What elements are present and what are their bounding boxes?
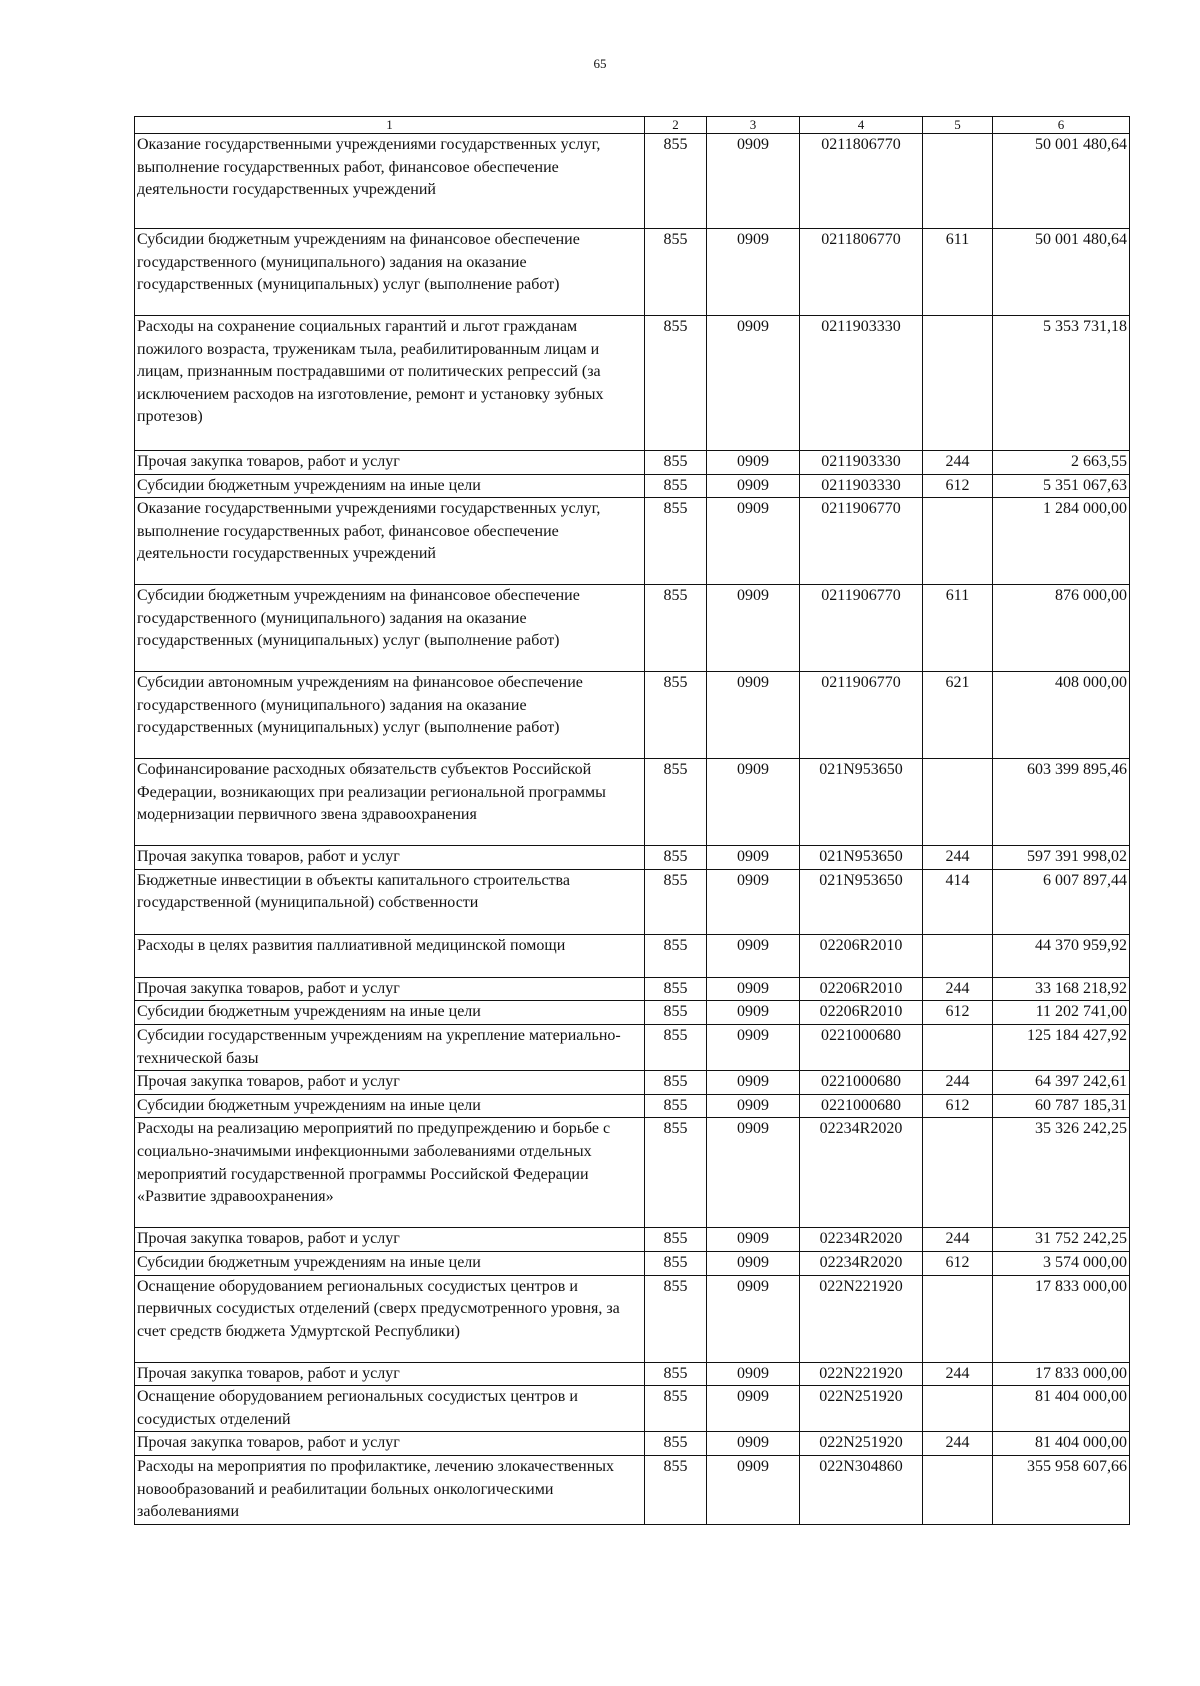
row-section-code: 0909 [707, 229, 800, 316]
row-expense-type: 621 [923, 672, 993, 759]
row-target-code: 0211906770 [800, 498, 923, 585]
table-row [135, 316, 1130, 451]
row-amount: 81 404 000,00 [993, 1386, 1130, 1432]
row-amount: 35 326 242,25 [993, 1118, 1130, 1228]
row-target-code: 0221000680 [800, 1094, 923, 1118]
row-amount: 81 404 000,00 [993, 1432, 1130, 1456]
row-target-code: 02206R2010 [800, 934, 923, 977]
row-expense-type [923, 1455, 993, 1524]
row-amount: 5 351 067,63 [993, 474, 1130, 498]
table-row [135, 474, 1130, 498]
row-name: Прочая закупка товаров, работ и услуг [135, 451, 645, 475]
row-admin-code: 855 [645, 672, 707, 759]
row-amount: 44 370 959,92 [993, 934, 1130, 977]
table-row [135, 869, 1130, 934]
row-admin-code: 855 [645, 451, 707, 475]
row-section-code: 0909 [707, 585, 800, 672]
row-expense-type: 611 [923, 585, 993, 672]
row-admin-code: 855 [645, 1001, 707, 1025]
row-name: Прочая закупка товаров, работ и услуг [135, 1071, 645, 1095]
table-row [135, 1071, 1130, 1095]
row-admin-code: 855 [645, 1386, 707, 1432]
table-row [135, 672, 1130, 759]
row-target-code: 0211906770 [800, 672, 923, 759]
row-section-code: 0909 [707, 498, 800, 585]
row-amount: 1 284 000,00 [993, 498, 1130, 585]
row-expense-type [923, 134, 993, 229]
row-target-code: 02206R2010 [800, 1001, 923, 1025]
row-expense-type: 611 [923, 229, 993, 316]
table-row [135, 498, 1130, 585]
row-name: Субсидии бюджетным учреждениям на иные цели [135, 1251, 645, 1275]
row-target-code: 02234R2020 [800, 1118, 923, 1228]
row-section-code: 0909 [707, 1094, 800, 1118]
row-section-code: 0909 [707, 1251, 800, 1275]
row-name: Субсидии автономным учреждениям на финансовое обеспечение государственного (муниципального) задания на оказание государственных (муниципальных) услуг (выполнение работ) [135, 672, 645, 759]
row-amount: 876 000,00 [993, 585, 1130, 672]
column-header: 5 [923, 117, 993, 134]
row-section-code: 0909 [707, 846, 800, 870]
row-expense-type: 244 [923, 1228, 993, 1252]
row-target-code: 022N251920 [800, 1432, 923, 1456]
row-expense-type: 612 [923, 1094, 993, 1118]
table-row [135, 1228, 1130, 1252]
row-admin-code: 855 [645, 869, 707, 934]
row-amount: 33 168 218,92 [993, 977, 1130, 1001]
table-row [135, 1362, 1130, 1386]
row-section-code: 0909 [707, 1071, 800, 1095]
row-expense-type [923, 1386, 993, 1432]
column-header: 6 [993, 117, 1130, 134]
row-admin-code: 855 [645, 316, 707, 451]
row-admin-code: 855 [645, 1432, 707, 1456]
row-section-code: 0909 [707, 1275, 800, 1362]
row-section-code: 0909 [707, 134, 800, 229]
row-target-code: 022N221920 [800, 1362, 923, 1386]
row-target-code: 02234R2020 [800, 1251, 923, 1275]
row-name: Оснащение оборудованием региональных сосудистых центров и сосудистых отделений [135, 1386, 645, 1432]
row-admin-code: 855 [645, 977, 707, 1001]
row-admin-code: 855 [645, 1094, 707, 1118]
row-amount: 3 574 000,00 [993, 1251, 1130, 1275]
row-admin-code: 855 [645, 1455, 707, 1524]
row-expense-type: 244 [923, 846, 993, 870]
row-amount: 597 391 998,02 [993, 846, 1130, 870]
row-amount: 60 787 185,31 [993, 1094, 1130, 1118]
row-target-code: 0211906770 [800, 585, 923, 672]
row-admin-code: 855 [645, 1071, 707, 1095]
row-admin-code: 855 [645, 1362, 707, 1386]
table-row [135, 1118, 1130, 1228]
row-expense-type: 244 [923, 977, 993, 1001]
row-name: Прочая закупка товаров, работ и услуг [135, 1362, 645, 1386]
row-admin-code: 855 [645, 846, 707, 870]
row-section-code: 0909 [707, 934, 800, 977]
row-section-code: 0909 [707, 451, 800, 475]
table-row [135, 1386, 1130, 1432]
row-amount: 5 353 731,18 [993, 316, 1130, 451]
row-section-code: 0909 [707, 1001, 800, 1025]
row-expense-type [923, 1275, 993, 1362]
table-row [135, 585, 1130, 672]
table-row [135, 1432, 1130, 1456]
row-admin-code: 855 [645, 134, 707, 229]
row-name: Расходы на мероприятия по профилактике, лечению злокачественных новообразований и реабилитации больных онкологическими заболеваниями [135, 1455, 645, 1524]
row-target-code: 0211806770 [800, 229, 923, 316]
row-name: Бюджетные инвестиции в объекты капитального строительства государственной (муниципальной) собственности [135, 869, 645, 934]
row-section-code: 0909 [707, 869, 800, 934]
row-expense-type [923, 316, 993, 451]
row-section-code: 0909 [707, 1455, 800, 1524]
row-amount: 64 397 242,61 [993, 1071, 1130, 1095]
row-amount: 11 202 741,00 [993, 1001, 1130, 1025]
row-section-code: 0909 [707, 1386, 800, 1432]
row-amount: 50 001 480,64 [993, 134, 1130, 229]
row-amount: 6 007 897,44 [993, 869, 1130, 934]
row-name: Софинансирование расходных обязательств субъектов Российской Федерации, возникающих при реализации региональной программы модернизации первичного звена здравоохранения [135, 759, 645, 846]
row-target-code: 021N953650 [800, 846, 923, 870]
row-target-code: 022N304860 [800, 1455, 923, 1524]
table-row [135, 229, 1130, 316]
row-expense-type: 244 [923, 451, 993, 475]
row-target-code: 0211903330 [800, 316, 923, 451]
row-expense-type [923, 1024, 993, 1070]
row-amount: 125 184 427,92 [993, 1024, 1130, 1070]
row-name: Прочая закупка товаров, работ и услуг [135, 1432, 645, 1456]
row-section-code: 0909 [707, 1024, 800, 1070]
row-name: Расходы на сохранение социальных гарантий и льгот гражданам пожилого возраста, труженикам тыла, реабилитированным лицам и лицам, признанным пострадавшими от политических репрессий (за исключением расходов на изготовление, ремонт и установку зубных протезов) [135, 316, 645, 451]
row-amount: 2 663,55 [993, 451, 1130, 475]
row-amount: 603 399 895,46 [993, 759, 1130, 846]
row-name: Прочая закупка товаров, работ и услуг [135, 846, 645, 870]
row-name: Оснащение оборудованием региональных сосудистых центров и первичных сосудистых отделений (сверх предусмотренного уровня, за счет средств бюджета Удмуртской Республики) [135, 1275, 645, 1362]
row-name: Субсидии бюджетным учреждениям на иные цели [135, 1001, 645, 1025]
row-name: Оказание государственными учреждениями государственных услуг, выполнение государственных работ, финансовое обеспечение деятельности государственных учреждений [135, 498, 645, 585]
row-target-code: 0221000680 [800, 1071, 923, 1095]
row-amount: 17 833 000,00 [993, 1362, 1130, 1386]
row-admin-code: 855 [645, 1228, 707, 1252]
row-admin-code: 855 [645, 1275, 707, 1362]
row-section-code: 0909 [707, 1228, 800, 1252]
row-amount: 355 958 607,66 [993, 1455, 1130, 1524]
row-name: Прочая закупка товаров, работ и услуг [135, 1228, 645, 1252]
table-row [135, 1094, 1130, 1118]
row-target-code: 021N953650 [800, 869, 923, 934]
row-section-code: 0909 [707, 977, 800, 1001]
table-row [135, 977, 1130, 1001]
row-expense-type [923, 934, 993, 977]
row-admin-code: 855 [645, 759, 707, 846]
row-admin-code: 855 [645, 934, 707, 977]
row-amount: 17 833 000,00 [993, 1275, 1130, 1362]
table-row [135, 934, 1130, 977]
row-name: Субсидии бюджетным учреждениям на финансовое обеспечение государственного (муниципального) задания на оказание государственных (муниципальных) услуг (выполнение работ) [135, 585, 645, 672]
row-expense-type [923, 1118, 993, 1228]
row-target-code: 0221000680 [800, 1024, 923, 1070]
row-expense-type [923, 759, 993, 846]
row-expense-type [923, 498, 993, 585]
row-target-code: 0211806770 [800, 134, 923, 229]
row-target-code: 021N953650 [800, 759, 923, 846]
row-target-code: 02206R2010 [800, 977, 923, 1001]
row-expense-type: 244 [923, 1362, 993, 1386]
column-header: 4 [800, 117, 923, 134]
row-amount: 408 000,00 [993, 672, 1130, 759]
table-row [135, 1001, 1130, 1025]
row-section-code: 0909 [707, 1432, 800, 1456]
row-expense-type: 244 [923, 1071, 993, 1095]
row-section-code: 0909 [707, 474, 800, 498]
table-row [135, 451, 1130, 475]
row-name: Прочая закупка товаров, работ и услуг [135, 977, 645, 1001]
table-row [135, 1251, 1130, 1275]
row-name: Субсидии бюджетным учреждениям на иные цели [135, 1094, 645, 1118]
row-expense-type: 612 [923, 474, 993, 498]
row-section-code: 0909 [707, 1118, 800, 1228]
row-target-code: 022N221920 [800, 1275, 923, 1362]
row-admin-code: 855 [645, 1251, 707, 1275]
row-section-code: 0909 [707, 759, 800, 846]
row-amount: 50 001 480,64 [993, 229, 1130, 316]
row-name: Субсидии бюджетным учреждениям на финансовое обеспечение государственного (муниципального) задания на оказание государственных (муниципальных) услуг (выполнение работ) [135, 229, 645, 316]
table-header-row [135, 117, 1130, 134]
row-target-code: 02234R2020 [800, 1228, 923, 1252]
row-admin-code: 855 [645, 498, 707, 585]
row-expense-type: 612 [923, 1251, 993, 1275]
table-row [135, 759, 1130, 846]
row-section-code: 0909 [707, 1362, 800, 1386]
column-header: 3 [707, 117, 800, 134]
row-section-code: 0909 [707, 672, 800, 759]
row-expense-type: 414 [923, 869, 993, 934]
row-admin-code: 855 [645, 229, 707, 316]
row-admin-code: 855 [645, 1024, 707, 1070]
column-header: 1 [135, 117, 645, 134]
row-target-code: 0211903330 [800, 451, 923, 475]
row-target-code: 0211903330 [800, 474, 923, 498]
row-name: Оказание государственными учреждениями государственных услуг, выполнение государственных работ, финансовое обеспечение деятельности государственных учреждений [135, 134, 645, 229]
row-target-code: 022N251920 [800, 1386, 923, 1432]
budget-table [134, 116, 1130, 1525]
row-admin-code: 855 [645, 585, 707, 672]
table-row [135, 134, 1130, 229]
row-admin-code: 855 [645, 1118, 707, 1228]
table-row [135, 1024, 1130, 1070]
page-number: 65 [593, 56, 607, 71]
row-name: Расходы в целях развития паллиативной медицинской помощи [135, 934, 645, 977]
row-name: Субсидии государственным учреждениям на укрепление материально-технической базы [135, 1024, 645, 1070]
row-expense-type: 612 [923, 1001, 993, 1025]
row-admin-code: 855 [645, 474, 707, 498]
row-name: Расходы на реализацию мероприятий по предупреждению и борьбе с социально-значимыми инфекционными заболеваниями отдельных мероприятий государственной программы Российской Федерации «Развитие здравоохранения» [135, 1118, 645, 1228]
column-header: 2 [645, 117, 707, 134]
row-expense-type: 244 [923, 1432, 993, 1456]
table-row [135, 1455, 1130, 1524]
row-amount: 31 752 242,25 [993, 1228, 1130, 1252]
table-row [135, 1275, 1130, 1362]
row-section-code: 0909 [707, 316, 800, 451]
row-name: Субсидии бюджетным учреждениям на иные цели [135, 474, 645, 498]
table-row [135, 846, 1130, 870]
